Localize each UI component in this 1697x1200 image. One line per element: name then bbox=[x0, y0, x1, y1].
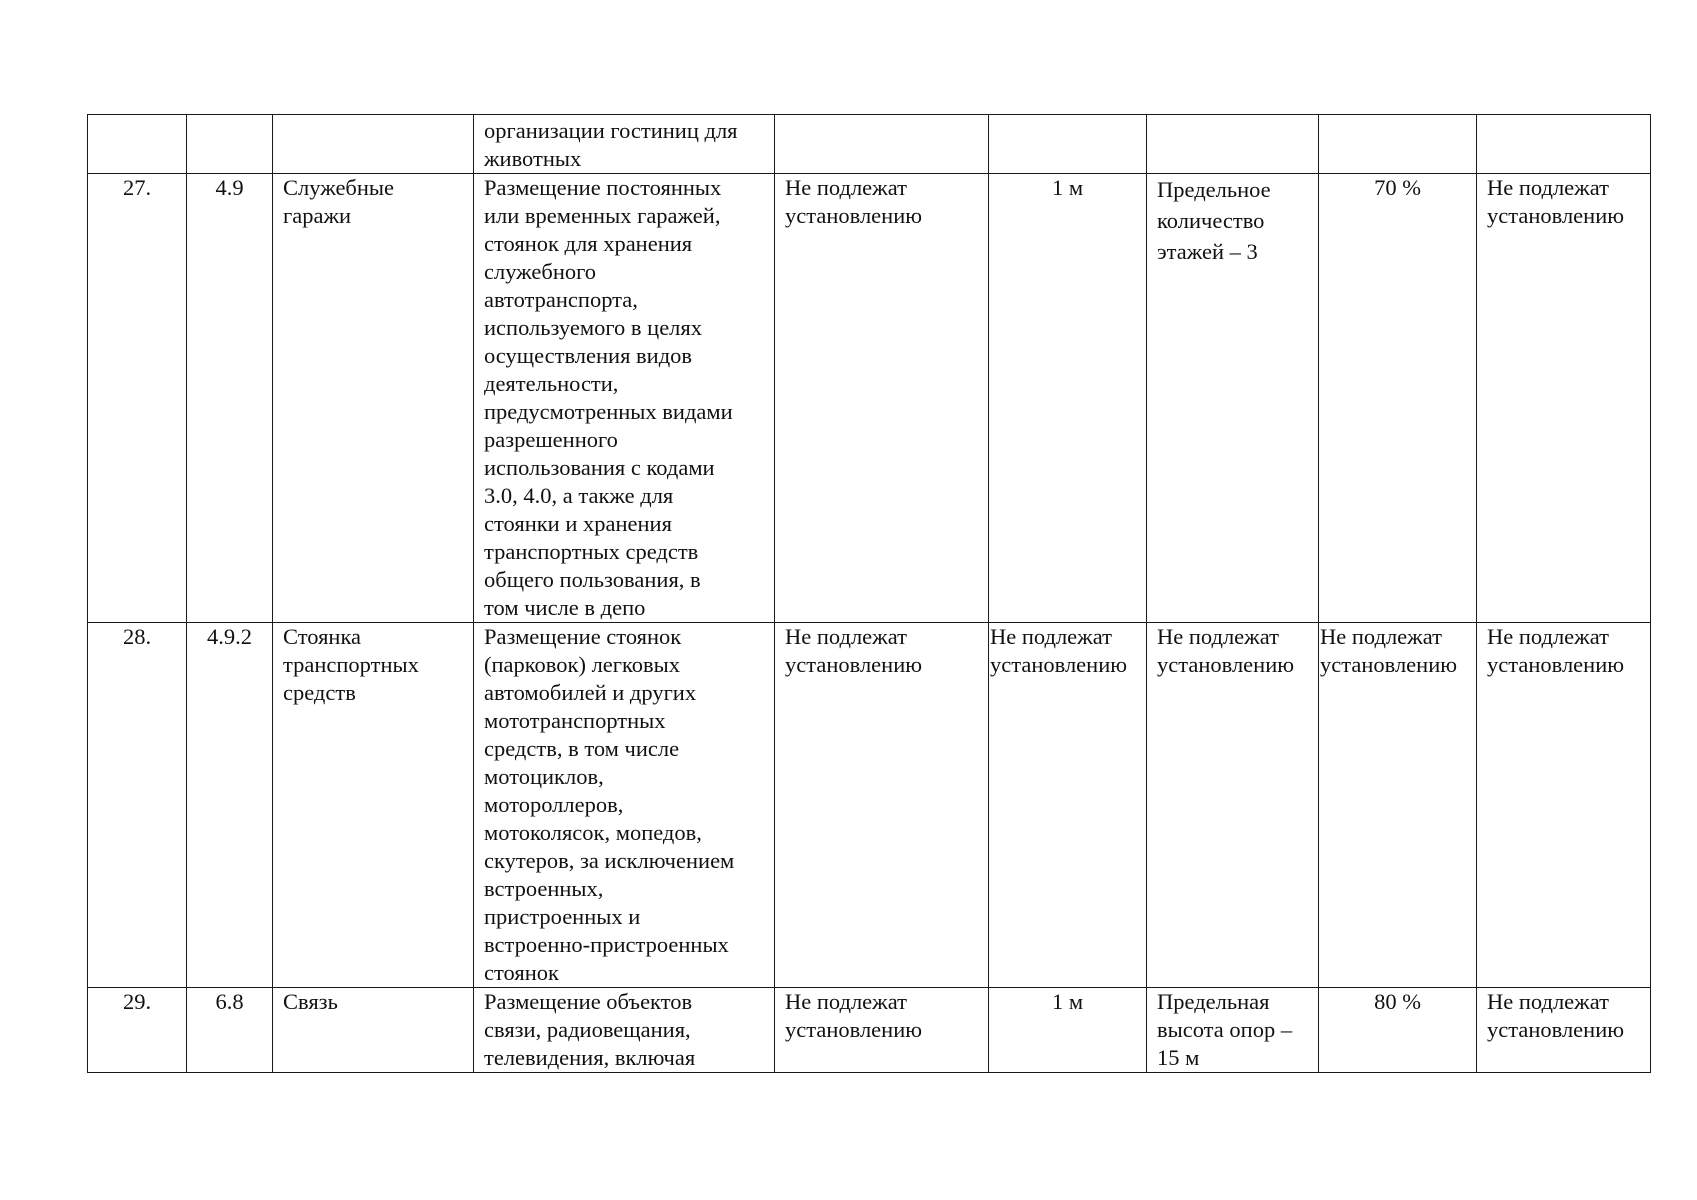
table-row bbox=[88, 623, 1651, 988]
setback-cell: Не подлежат установлению bbox=[989, 623, 1147, 988]
use-name-cell: Служебные гаражи bbox=[273, 174, 474, 623]
table-row bbox=[88, 174, 1651, 623]
coverage-cell bbox=[1319, 115, 1477, 174]
other-params-cell: Не подлежат установлению bbox=[1477, 623, 1651, 988]
use-code-cell bbox=[187, 115, 273, 174]
floors-height-cell bbox=[1147, 115, 1319, 174]
other-params-cell bbox=[1477, 115, 1651, 174]
other-params-cell: Не подлежат установлению bbox=[1477, 988, 1651, 1073]
coverage-cell: Не подлежат установлению bbox=[1319, 623, 1477, 988]
min-area-cell: Не подлежат установлению bbox=[775, 174, 989, 623]
use-name-cell: Связь bbox=[273, 988, 474, 1073]
table-row bbox=[88, 115, 1651, 174]
min-area-cell: Не подлежат установлению bbox=[775, 988, 989, 1073]
use-name-cell: Стоянка транспортных средств bbox=[273, 623, 474, 988]
use-description-cell: Размещение стоянок (парковок) легковых автомобилей и других мототранспортных средств, в том числе мотоциклов, мотороллеров, мотоколясок, мопедов, скутеров, за исключением встроенных, пристроенных и встроенно-пристроенных стоянок bbox=[474, 623, 775, 988]
use-code-cell: 4.9 bbox=[187, 174, 273, 623]
coverage-cell: 80 % bbox=[1319, 988, 1477, 1073]
floors-height-cell: Не подлежат установлению bbox=[1147, 623, 1319, 988]
setback-cell: 1 м bbox=[989, 988, 1147, 1073]
floors-height-cell: Предельная высота опор – 15 м bbox=[1147, 988, 1319, 1073]
use-description-cell: организации гостиниц для животных bbox=[474, 115, 775, 174]
table-row bbox=[88, 988, 1651, 1073]
row-number-cell: 28. bbox=[88, 623, 187, 988]
min-area-cell bbox=[775, 115, 989, 174]
setback-cell bbox=[989, 115, 1147, 174]
row-number-cell bbox=[88, 115, 187, 174]
row-number-cell: 29. bbox=[88, 988, 187, 1073]
row-number-cell: 27. bbox=[88, 174, 187, 623]
use-description-cell: Размещение объектов связи, радиовещания, телевидения, включая bbox=[474, 988, 775, 1073]
coverage-cell: 70 % bbox=[1319, 174, 1477, 623]
floors-height-cell: Предельное количество этажей – 3 bbox=[1147, 174, 1319, 623]
use-name-cell bbox=[273, 115, 474, 174]
use-description-cell: Размещение постоянных или временных гаражей, стоянок для хранения служебного автотранспорта, используемого в целях осуществления видов деятельности, предусмотренных видами разрешенного использования с кодами 3.0, 4.0, а также для стоянки и хранения транспортных средств общего пользования, в том числе в депо bbox=[474, 174, 775, 623]
other-params-cell: Не подлежат установлению bbox=[1477, 174, 1651, 623]
use-code-cell: 4.9.2 bbox=[187, 623, 273, 988]
use-code-cell: 6.8 bbox=[187, 988, 273, 1073]
zoning-regulations-table bbox=[87, 114, 1651, 1073]
setback-cell: 1 м bbox=[989, 174, 1147, 623]
min-area-cell: Не подлежат установлению bbox=[775, 623, 989, 988]
